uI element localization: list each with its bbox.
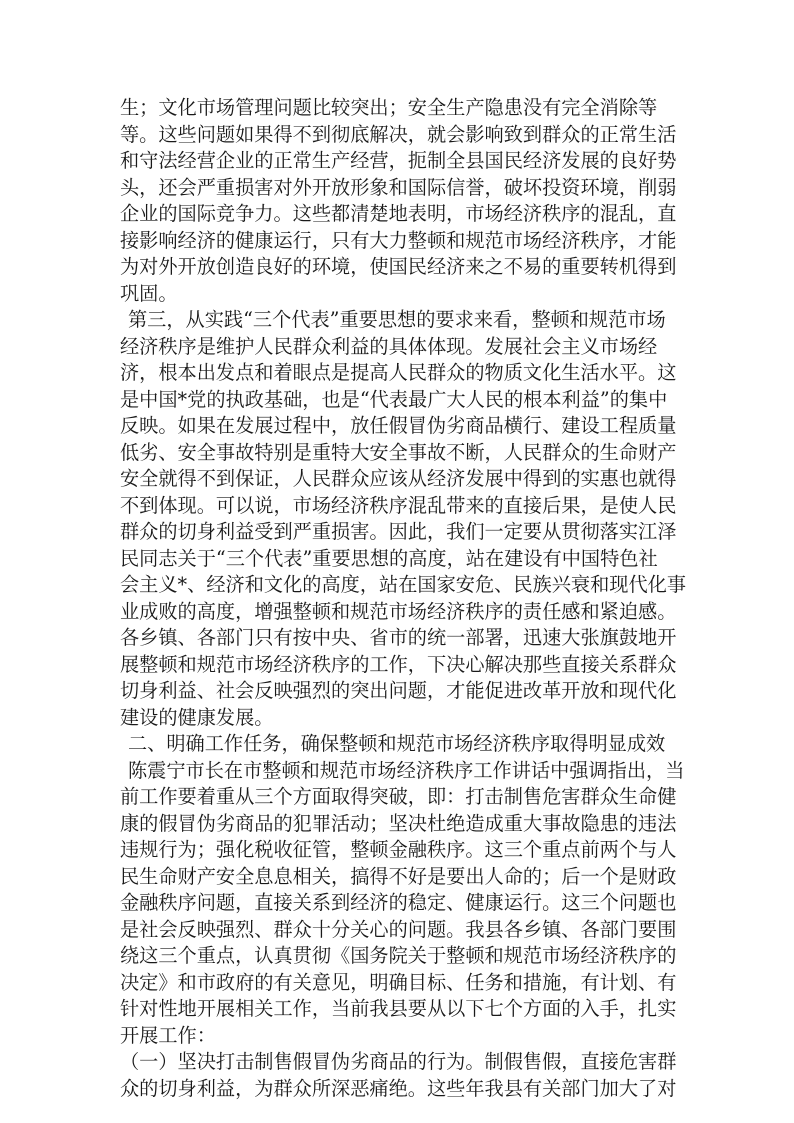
text-line: 第三，从实践“三个代表”重要思想的要求来看，整顿和规范市场 [128, 308, 666, 331]
text-line: 康的假冒伪劣商品的犯罪活动；坚决杜绝造成重大事故隐患的违法 [120, 811, 677, 835]
text-line: 生；文化市场管理问题比较突出；安全生产隐患没有完全消除等 [120, 96, 658, 119]
text-line: 为对外开放创造良好的环境，使国民经济来之不易的重要转机得到 [120, 255, 677, 278]
text-line: 前工作要着重从三个方面取得突破，即：打击制售危害群众生命健 [120, 785, 677, 808]
text-line: 经济秩序是维护人民群众利益的具体体现。发展社会主义市场经 [120, 334, 658, 358]
text-line: 展整顿和规范市场经济秩序的工作，下决心解决那些直接关系群众 [120, 652, 677, 676]
text-line: （一）坚决打击制售假冒伪劣商品的行为。制假售假，直接危害群 [120, 1050, 677, 1073]
text-line: 济，根本出发点和着眼点是提高人民群众的物质文化生活水平。这 [120, 361, 677, 384]
text-line: 绕这三个重点，认真贯彻《国务院关于整顿和规范市场经济秩序的 [120, 944, 677, 967]
paragraph-task-one [120, 1049, 675, 1102]
text-line: 决定》和市政府的有关意见，明确目标、任务和措施，有计划、有 [120, 970, 677, 994]
paragraph-market-order-impact [120, 95, 675, 307]
text-line: 开展工作： [120, 1023, 216, 1047]
text-line: 接影响经济的健康运行，只有大力整顿和规范市场经济秩序，才能 [120, 228, 677, 252]
text-line: 陈震宁市长在市整顿和规范市场经济秩序工作讲话中强调指出，当 [128, 758, 685, 782]
document-page [120, 95, 687, 1102]
text-line: 头，还会严重损害对外开放形象和国际信誉，破坏投资环境，削弱 [120, 175, 677, 199]
text-line: 针对性地开展相关工作，当前我县要从以下七个方面的入手，扎实 [120, 997, 677, 1020]
text-line: 不到体现。可以说，市场经济秩序混乱带来的直接后果，是使人民 [120, 493, 677, 517]
text-line: 民同志关于“三个代表”重要思想的高度，站在建设有中国特色社 [120, 546, 658, 570]
text-line: 金融秩序问题，直接关系到经济的稳定、健康运行。这三个问题也 [120, 891, 677, 914]
text-line: 反映。如果在发展过程中，放任假冒伪劣商品横行、建设工程质量 [120, 414, 677, 437]
text-line: 建设的健康发展。 [120, 705, 274, 729]
text-line: 各乡镇、各部门只有按中央、省市的统一部署，迅速大张旗鼓地开 [120, 626, 677, 649]
text-line: 群众的切身利益受到严重损害。因此，我们一定要从贯彻落实江泽 [120, 520, 677, 543]
text-line: 会主义*、经济和文化的高度，站在国家安危、民族兴衰和现代化事 [120, 573, 687, 596]
text-line: 是中国*党的执政基础，也是“代表最广大人民的根本利益”的集中 [120, 387, 668, 411]
paragraph-third-point [120, 307, 687, 731]
text-line: 和守法经营企业的正常生产经营，扼制全县国民经济发展的良好势 [120, 149, 677, 172]
text-line: 安全就得不到保证，人民群众应该从经济发展中得到的实惠也就得 [120, 467, 677, 490]
section-heading [120, 731, 675, 758]
text-line: 众的切身利益，为群众所深恶痛绝。这些年我县有关部门加大了对 [120, 1076, 677, 1100]
section-heading-text: 二、明确工作任务，确保整顿和规范市场经济秩序取得明显成效 [128, 732, 666, 755]
text-line: 企业的国际竞争力。这些都清楚地表明，市场经济秩序的混乱，直 [120, 202, 677, 225]
text-line: 低劣、安全事故特别是重特大安全事故不断，人民群众的生命财产 [120, 440, 677, 464]
text-line: 切身利益、社会反映强烈的突出问题，才能促进改革开放和现代化 [120, 679, 677, 702]
text-line: 巩固。 [120, 281, 178, 305]
paragraph-mayor-speech [120, 758, 685, 1050]
text-line: 等。这些问题如果得不到彻底解决，就会影响致到群众的正常生活 [120, 122, 677, 146]
text-line: 业成败的高度，增强整顿和规范市场经济秩序的责任感和紧迫感。 [120, 599, 677, 623]
text-line: 民生命财产安全息息相关，搞得不好是要出人命的；后一个是财政 [120, 864, 677, 888]
text-line: 违规行为；强化税收征管，整顿金融秩序。这三个重点前两个与人 [120, 838, 677, 861]
text-line: 是社会反映强烈、群众十分关心的问题。我县各乡镇、各部门要围 [120, 917, 677, 941]
